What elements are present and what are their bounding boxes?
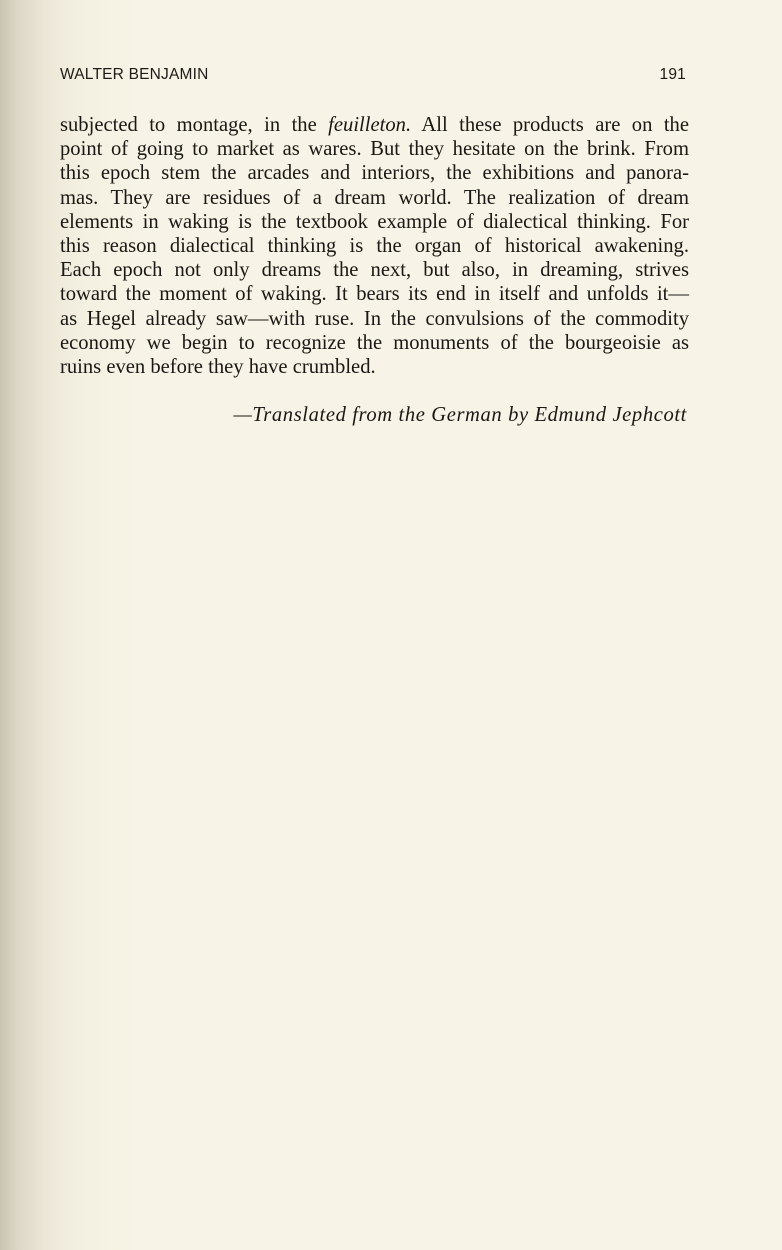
text-line: this reason dialectical thinking is the organ of historical awakening. xyxy=(60,234,689,257)
text-line: as Hegel already saw—with ruse. In the convulsions of the commodity xyxy=(60,307,689,330)
page-number: 191 xyxy=(659,66,686,83)
text-line-last: ruins even before they have crumbled. xyxy=(60,355,376,378)
text-line: toward the moment of waking. It bears its end in itself and unfolds it— xyxy=(60,283,689,306)
text-line: economy we begin to recognize the monuments of the bourgeoisie as xyxy=(60,331,689,354)
text-line: this epoch stem the arcades and interiors, the exhibitions and panora- xyxy=(60,162,689,185)
translator-credit: —Translated from the German by Edmund Jephcott xyxy=(233,404,687,426)
text-line: elements in waking is the textbook example of dialectical thinking. For xyxy=(60,210,689,233)
text-line: Each epoch not only dreams the next, but also, in dreaming, strives xyxy=(60,259,689,282)
text-line: point of going to market as wares. But they hesitate on the brink. From xyxy=(60,138,689,161)
body-paragraph xyxy=(60,113,689,379)
text-line: mas. They are residues of a dream world. The realization of dream xyxy=(60,186,689,209)
running-title: WALTER BENJAMIN xyxy=(60,66,209,83)
running-head xyxy=(60,66,686,88)
text-line: subjected to montage, in the feuilleton. All these products are on the xyxy=(60,114,689,136)
